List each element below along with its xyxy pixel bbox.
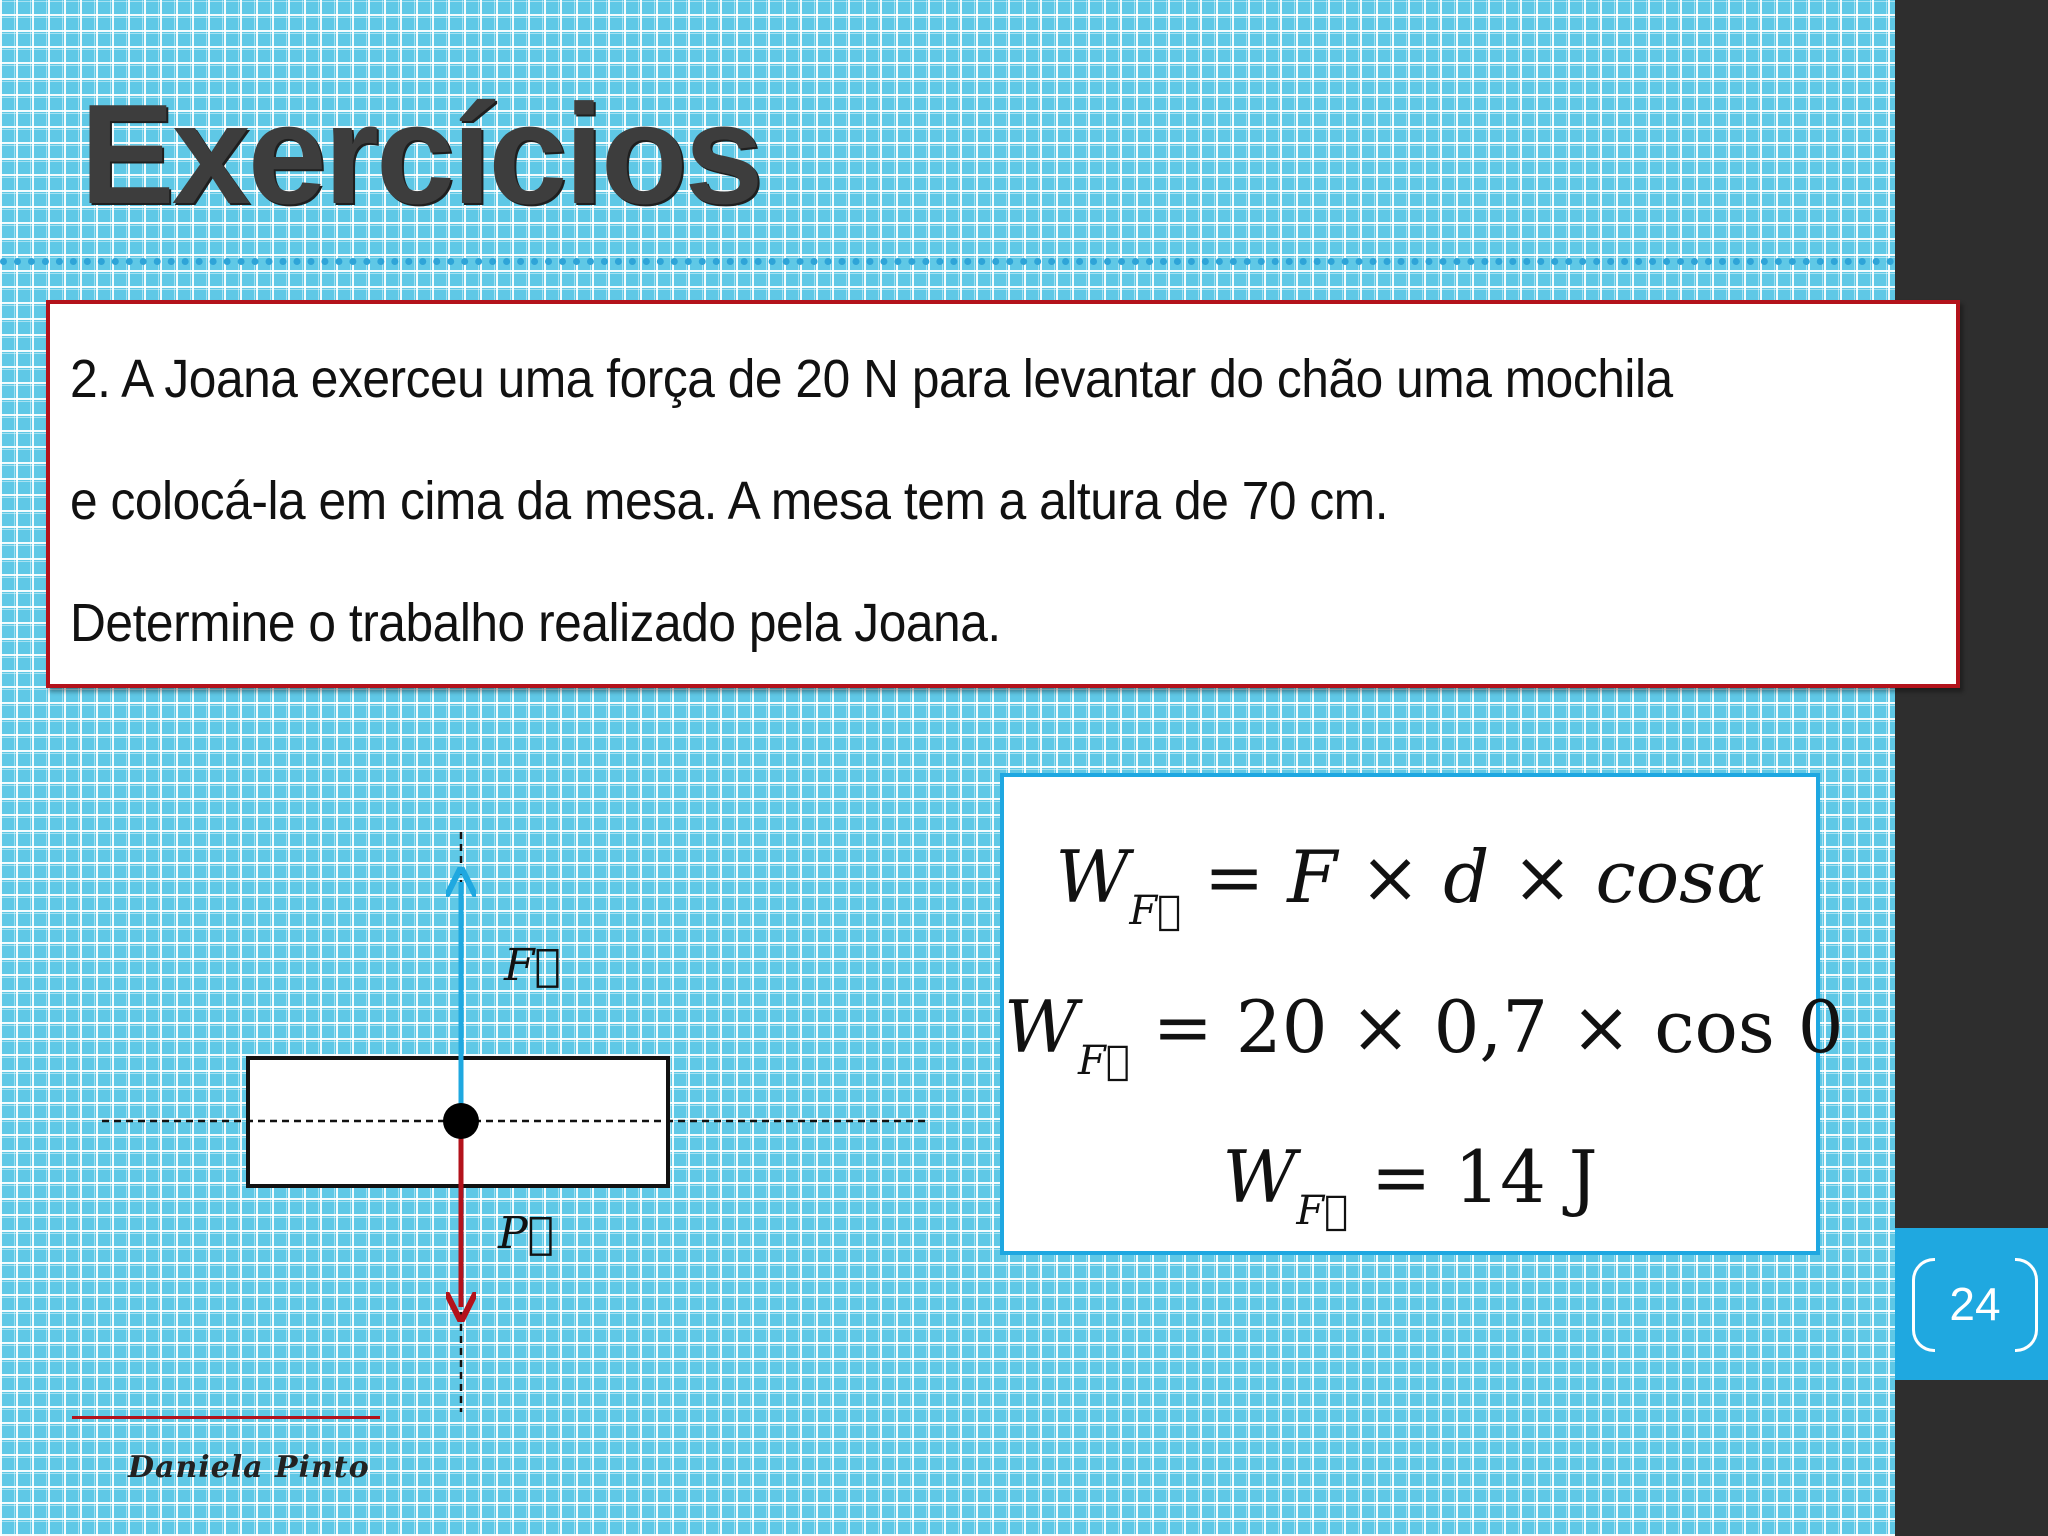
equation-3-rhs: = 14 J — [1348, 1135, 1598, 1219]
equation-2-subscript: F⃗ — [1078, 1038, 1130, 1084]
author-signature: Daniela Pinto — [128, 1450, 370, 1485]
force-diagram — [80, 820, 960, 1420]
left-brace-icon — [1912, 1258, 1935, 1352]
right-brace-icon — [2015, 1258, 2038, 1352]
question-line-2: e colocá-la em cima da mesa. A mesa tem a altura de 70 cm. — [70, 471, 1389, 531]
weight-p-label: P⃗ — [498, 1208, 555, 1259]
question-line-1: 2. A Joana exerceu uma força de 20 N para levantar do chão uma mochila — [70, 349, 1673, 409]
equation-2 — [1004, 985, 1844, 1084]
slide-title: Exercícios — [80, 75, 761, 234]
equation-1-subscript: F⃗ — [1129, 888, 1182, 934]
equation-3-lhs: W — [1222, 1135, 1297, 1219]
equation-3-subscript: F⃗ — [1296, 1188, 1349, 1234]
center-of-mass-dot — [443, 1103, 479, 1139]
equation-1 — [1004, 835, 1816, 934]
equation-1-rhs: = F × d × cosα — [1181, 835, 1765, 919]
equation-1-lhs: W — [1055, 835, 1130, 919]
title-divider — [0, 258, 1895, 265]
equation-3 — [1004, 1135, 1816, 1234]
page-number — [1912, 1258, 2038, 1350]
equation-2-lhs: W — [1004, 985, 1079, 1069]
footer-divider — [72, 1416, 380, 1419]
force-f-label: F⃗ — [504, 940, 561, 991]
page-number-text: 24 — [1949, 1278, 2001, 1330]
solution-box — [1000, 773, 1844, 1255]
question-line-3: Determine o trabalho realizado pela Joana. — [70, 593, 1001, 653]
equation-2-rhs: = 20 × 0,7 × cos 0 — [1129, 985, 1844, 1069]
question-box — [46, 300, 1960, 688]
force-diagram-svg — [80, 820, 960, 1420]
